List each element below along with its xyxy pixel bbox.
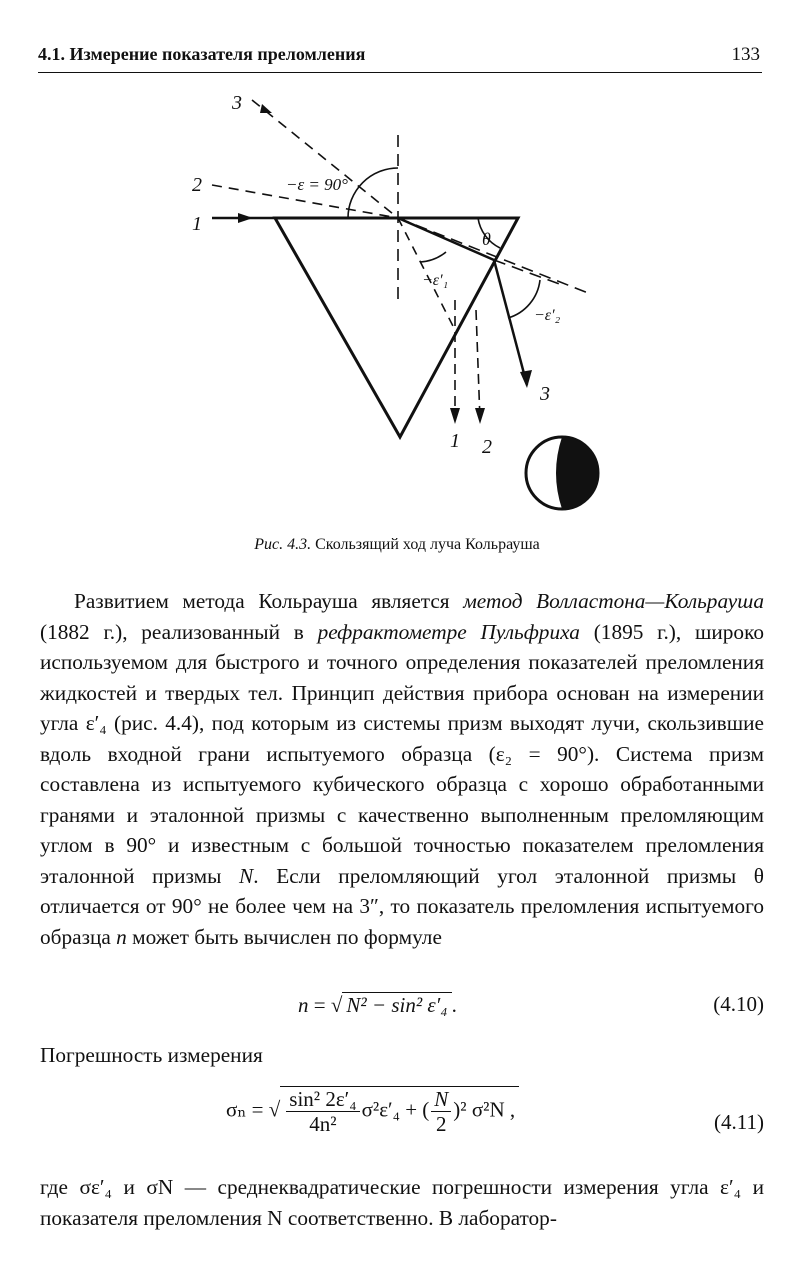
label-ray3-in: 3 [232, 92, 242, 114]
label-eps2: −ε′₂ [534, 307, 561, 324]
kohlrausch-ray-diagram [0, 0, 794, 530]
exit-normal [494, 260, 562, 285]
paragraph-where [40, 1172, 764, 1233]
ray-3-out-arrowhead [520, 370, 532, 388]
eq2-lhs: σₙ [226, 1097, 247, 1122]
where-text: где σε′₄ и σN — среднеквадратические погрешности измерения угла ε′₄ и показателя преломления N соответственно. В лаборатор- [40, 1175, 764, 1230]
label-ray1-in: 1 [192, 213, 202, 235]
eq2-frac2-num: N [431, 1087, 451, 1112]
paragraph-main [40, 586, 764, 952]
page-number: 133 [731, 44, 760, 65]
caption-text: Скользящий ход луча Кольрауша [311, 536, 540, 553]
text-span: (1895 г.), широко используемом для быстрого и точного определения показателей преломления жидкостей и твердых тел. Принцип действия прибора основан на измерении угла ε′₄ (рис. 4.4), под которым из системы призм выходят лучи, скользившие вдоль входной грани испытуемого образца (ε₂ = 90°). Система призм составлена из испытуемого кубического образца с хорошо обработанными гранями и эталонной призмы с качественно выполненным преломляющим углом в 90° и известным с большой точностью показателем преломления эталонной призмы [40, 619, 764, 888]
angle-arc-eps1 [420, 252, 446, 262]
ray-1-out-arrowhead [450, 408, 460, 424]
ray-2-out-arrowhead [475, 408, 485, 424]
label-ray1-out: 1 [450, 430, 460, 452]
symbol-N: N [239, 863, 254, 888]
equation-4-11: σₙ = √ $\frac{\text{sin² 2ε′₄}}{\text{4n²}}$ σ²ε′₄ + ( $\frac{N}{2}$ )² σ²N , [226, 1086, 519, 1136]
equation-number-4-10: (4.10) [713, 992, 764, 1016]
ray-3-arrowhead [260, 104, 272, 113]
prism-triangle [275, 218, 518, 437]
eq1-radicand: N² − sin² ε′₄ [342, 992, 451, 1018]
ray-2-outgoing [476, 310, 480, 420]
ray-3-incoming [252, 100, 398, 218]
error-heading: Погрешность измерения [40, 1043, 263, 1067]
label-ray2-out: 2 [482, 436, 492, 458]
method-name: метод Волластона—Кольрауша [463, 589, 764, 613]
text-span: может быть вычислен по формуле [126, 924, 442, 949]
label-angle-eps: −ε = 90° [286, 175, 348, 194]
caption-prefix: Рис. 4.3. [254, 536, 312, 553]
ray-3-outgoing [494, 260, 527, 385]
label-ray3-out: 3 [540, 383, 550, 405]
eq2-frac2-den: 2 [436, 1112, 447, 1136]
label-ray2-in: 2 [192, 174, 202, 196]
section-title: 4.1. Измерение показателя преломления [38, 44, 366, 64]
field-of-view-dark-half [556, 437, 598, 509]
eq2-frac-den: 4n² [309, 1112, 337, 1136]
eq2-sigma: σ²ε′₄ [361, 1097, 400, 1122]
label-theta: θ [482, 229, 491, 249]
text-span: . Если преломляющий угол эталонной призмы θ отличается от 90° не более чем на 3″, то показатель преломления испытуемого образца [40, 863, 765, 949]
ray-1-arrowhead [238, 213, 253, 223]
figure-caption [0, 536, 794, 554]
paragraph-error [40, 1040, 764, 1071]
refractometer-name: рефрактометре Пульфриха [317, 619, 580, 644]
text-span: Развитием метода Кольрауша является [74, 589, 464, 613]
eq2-tail: σ²N , [471, 1097, 516, 1122]
equation-number-4-11: (4.11) [714, 1110, 764, 1134]
eq1-lhs: n [298, 993, 309, 1017]
symbol-n: n [116, 924, 127, 949]
text-span: (1882 г.), реализованный в [40, 619, 318, 644]
equation-4-10: n = √ N² − sin² ε′₄ . [298, 993, 457, 1017]
eq2-frac-num: sin² 2ε′₄ [286, 1087, 359, 1112]
label-eps1: −ε′₁ [422, 272, 449, 289]
eq2-radicand: $\frac{\text{sin² 2ε′₄}}{\text{4n²}}$ σ²ε′₄ + ( $\frac{N}{2}$ )² σ²N , [280, 1086, 519, 1136]
